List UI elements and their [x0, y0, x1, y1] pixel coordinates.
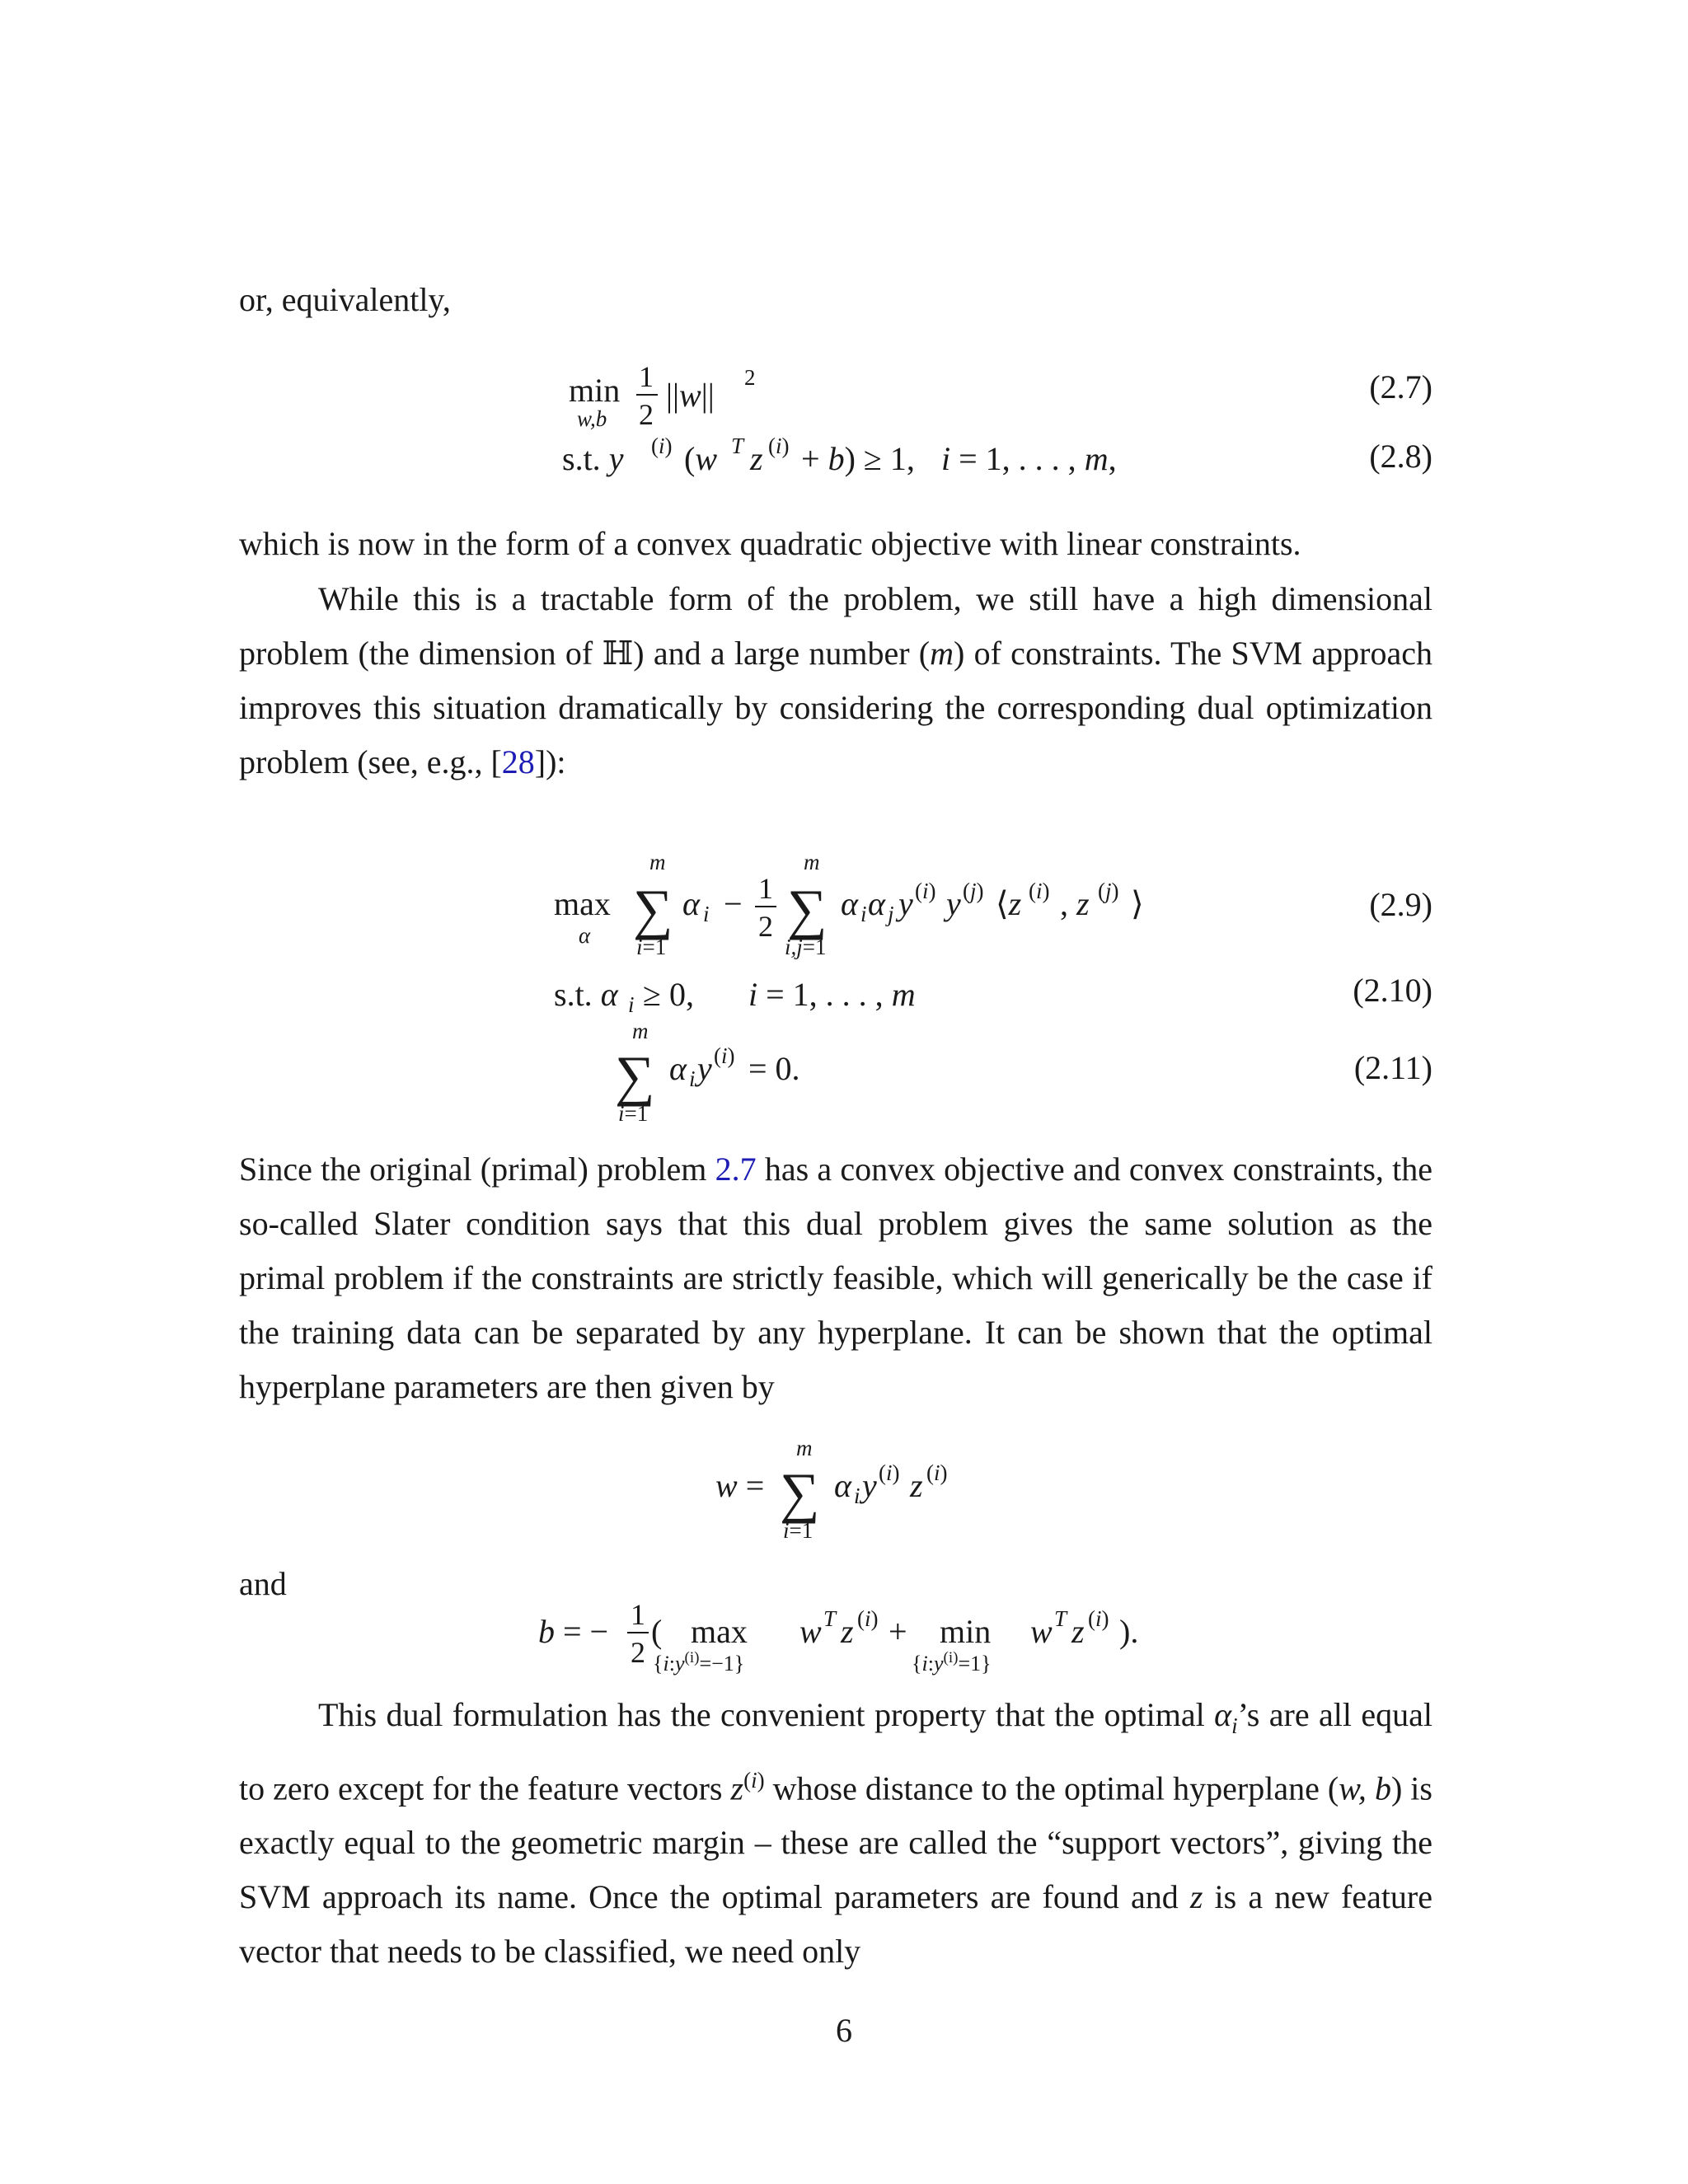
svg-text:T: T — [823, 1606, 837, 1631]
paragraph-text: This dual formulation has the convenient property that the optimal $\alpha_i’s$ are all equal to zero except for the feature vectors $z^{(i)}$ whose distance to the optimal hyperplane (w, b) is exactly equal to the geometric margin – these are called the “support vectors”, giving the SVM approach its name. Once the optimal parameters are found and z is a new feature vector that needs to be classified, we need only — [239, 1696, 1433, 1971]
svg-text:∑: ∑ — [787, 878, 828, 940]
paragraph-text: which is now in the form of a convex quadratic objective with linear constraints. — [239, 525, 1301, 562]
svg-text:α: α — [669, 1050, 687, 1087]
equation-number: (2.10) — [1353, 972, 1432, 1009]
equation-2-11 — [610, 1019, 857, 1126]
svg-text:w: w — [799, 1613, 822, 1650]
svg-text:z: z — [841, 1613, 854, 1650]
svg-text:(i): (i) — [1088, 1606, 1109, 1631]
svg-text:i,j=1: i,j=1 — [785, 935, 827, 959]
svg-text:T: T — [731, 434, 744, 458]
svg-text:y: y — [898, 885, 913, 922]
equation-2-8 — [560, 429, 1170, 486]
equation-2-9 — [544, 849, 1170, 964]
svg-text:i: i — [860, 902, 867, 926]
svg-text:i = 1, . . . , m,: i = 1, . . . , m, — [941, 440, 1117, 477]
svg-text:, z: , z — [1060, 885, 1090, 922]
svg-text:α: α — [834, 1467, 851, 1504]
intro-line: or, equivalently, — [239, 281, 451, 318]
svg-text:1: 1 — [758, 872, 773, 905]
equation-number: (2.8) — [1369, 438, 1432, 475]
svg-text:2: 2 — [639, 398, 654, 431]
svg-text:(i): (i) — [651, 434, 673, 458]
svg-text:s.t. y: s.t. y — [562, 440, 624, 477]
svg-text:i=1: i=1 — [636, 935, 667, 959]
svg-text:i = 1, . . . , m: i = 1, . . . , m — [748, 976, 916, 1013]
svg-text:(i): (i) — [714, 1043, 735, 1068]
svg-text:T: T — [1054, 1606, 1067, 1631]
svg-text:(i): (i) — [879, 1460, 900, 1485]
svg-text:i: i — [703, 902, 710, 926]
equation-w — [709, 1432, 981, 1540]
svg-text:α: α — [682, 885, 700, 922]
paragraph-text: Since the original (primal) problem 2.7 has a convex objective and convex constraints, the so-called Slater condition says that this dual problem gives the same solution as the primal problem if the constraints are strictly feasible, which will generically be the case if the training data can be separated by any hyperplane. It can be shown that the optimal hyperplane parameters are then given by — [239, 1151, 1432, 1405]
svg-text:∑: ∑ — [633, 878, 673, 940]
svg-text:max: max — [554, 885, 611, 922]
svg-text:1: 1 — [631, 1598, 645, 1631]
svg-text:2: 2 — [744, 365, 756, 390]
svg-text:2: 2 — [631, 1636, 645, 1669]
equation-2-10 — [544, 964, 1006, 1022]
svg-text:m: m — [804, 850, 820, 874]
svg-text:y: y — [946, 885, 961, 922]
svg-text:+ b) ≥ 1,: + b) ≥ 1, — [801, 440, 915, 477]
svg-text:max: max — [691, 1613, 748, 1650]
svg-text:w,b: w,b — [577, 406, 607, 431]
svg-text:α: α — [579, 923, 591, 948]
svg-text:i: i — [628, 992, 635, 1017]
equation-ref-link[interactable]: 2.7 — [715, 1151, 757, 1188]
equation-number: (2.7) — [1369, 368, 1432, 405]
svg-text:w =: w = — [715, 1467, 765, 1504]
svg-text:(j): (j) — [963, 879, 984, 903]
svg-text:).: ). — [1119, 1613, 1139, 1650]
paragraph-text: While this is a tractable form of the problem, we still have a high dimensional problem (the dimension of ℍ) and a large number (m) of constraints. The SVM approach improves this situation dramatically by considering the corresponding dual optimization problem (see, e.g., [28]): — [239, 580, 1433, 780]
svg-text:w: w — [1030, 1613, 1053, 1650]
svg-text:(i): (i) — [768, 434, 790, 458]
svg-text:{i:y(i)=−1}: $\{i:y^{(i)}=-1\}$ — [653, 1649, 745, 1675]
svg-text:b = −: b = − — [538, 1613, 609, 1650]
svg-text:(i): (i) — [915, 879, 936, 903]
svg-text:min: min — [569, 372, 621, 409]
svg-text:||w||: ||w|| — [666, 377, 715, 414]
svg-text:y: y — [697, 1050, 712, 1087]
svg-text:i: i — [854, 1483, 860, 1508]
svg-text:m: m — [796, 1436, 813, 1460]
equation-2-7 — [560, 342, 1137, 433]
svg-text:1: 1 — [639, 360, 654, 393]
svg-text:(j): (j) — [1098, 879, 1119, 903]
svg-text:m: m — [632, 1019, 649, 1043]
svg-text:z: z — [1071, 1613, 1085, 1650]
svg-text:i=1: i=1 — [618, 1101, 649, 1126]
equation-number: (2.11) — [1353, 1049, 1432, 1086]
svg-text:i: i — [689, 1066, 696, 1091]
svg-text:i=1: i=1 — [783, 1518, 814, 1540]
svg-text:(: ( — [651, 1613, 663, 1650]
svg-text:−: − — [724, 885, 743, 922]
equation-number: (2.9) — [1369, 886, 1432, 923]
svg-text:z: z — [750, 440, 763, 477]
svg-text:y: y — [862, 1467, 877, 1504]
svg-text:(i): (i) — [926, 1460, 948, 1485]
citation-link[interactable]: 28 — [501, 743, 535, 780]
svg-text:z: z — [910, 1467, 923, 1504]
svg-text:∑: ∑ — [780, 1461, 820, 1524]
svg-text:α: α — [868, 885, 885, 922]
svg-text:⟨z: ⟨z — [996, 885, 1022, 922]
svg-text:j: j — [888, 902, 894, 926]
svg-text:(i): (i) — [1029, 879, 1050, 903]
svg-text:= 0.: = 0. — [748, 1050, 800, 1087]
svg-text:s.t. α: s.t. α — [554, 976, 618, 1013]
svg-text:(i): (i) — [857, 1606, 879, 1631]
equation-b — [536, 1595, 1162, 1685]
svg-text:+: + — [889, 1613, 907, 1650]
svg-text:{i:y(i)=1}: $\{i:y^{(i)}=1\}$ — [912, 1649, 992, 1675]
page-number: 6 — [836, 2012, 852, 2049]
svg-text:m: m — [649, 850, 666, 874]
svg-text:min: min — [940, 1613, 992, 1650]
svg-text:2: 2 — [758, 910, 773, 943]
svg-text:α: α — [841, 885, 858, 922]
svg-text:(w: (w — [684, 440, 718, 477]
svg-text:≥ 0,: ≥ 0, — [643, 976, 694, 1013]
svg-text:∑: ∑ — [615, 1044, 655, 1107]
svg-text:⟩: ⟩ — [1131, 885, 1144, 922]
and-text: and — [239, 1565, 287, 1602]
